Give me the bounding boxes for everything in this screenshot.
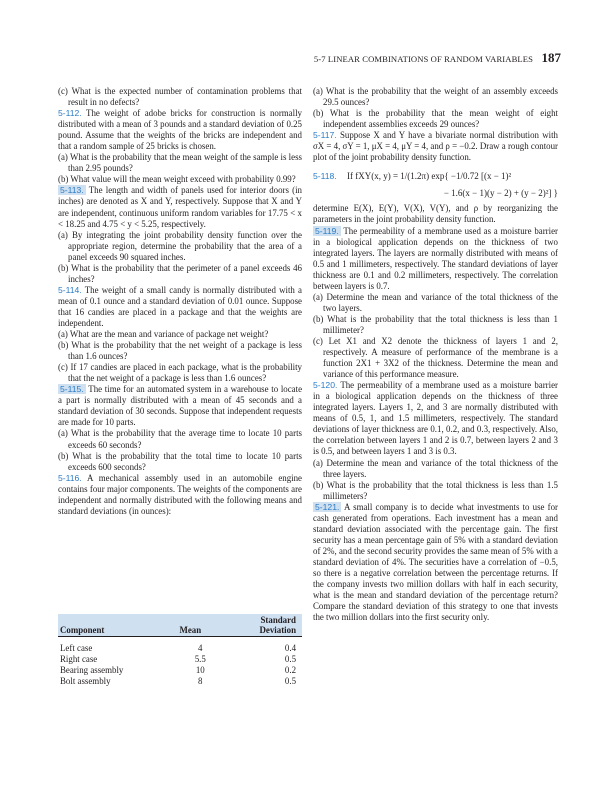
part-c: (c) What is the expected number of contamination problems that result in no defects? <box>58 86 302 108</box>
cell-mean: 10 <box>195 664 205 675</box>
cell-mean: 8 <box>198 675 203 686</box>
formula-line-1: If fXY(x, y) = 1/(1.2π) exp{ −1/0.72 [(x − 1)² <box>346 171 512 182</box>
exercise-part: (a) Determine the mean and variance of the total thickness of the three layers. <box>313 457 558 479</box>
right-column <box>313 86 558 623</box>
col-header-sd <box>223 614 302 637</box>
exercise-part: (b) What is the probability that the total thickness is less than 1.5 millimeters? <box>313 479 558 501</box>
exercise-text: A mechanical assembly used in an automobile engine contains four major components. The weights of the components are independent and normally distributed with the following means and standard deviations (in ounces): <box>58 472 302 516</box>
exercise-5-116 <box>58 473 302 517</box>
cell-mean: 5.5 <box>194 653 206 664</box>
exercise-5-117 <box>313 130 558 163</box>
exercise-number: 5-112. <box>58 108 82 119</box>
section-title: 5-7 LINEAR COMBINATIONS OF RANDOM VARIABLES <box>313 54 533 64</box>
exercise-part: (b) What is the probability that the mean weight of eight independent assemblies exceeds 29 ounces? <box>313 108 558 130</box>
exercise-number: 5-119. <box>315 225 339 236</box>
exercise-text: The weight of a small candy is normally distributed with a mean of 0.1 ounce and a standard deviation of 0.01 ounce. Suppose that 16 candies are placed in a package and that the weights are independent. <box>58 284 302 328</box>
exercise-5-120 <box>313 380 558 457</box>
exercise-text: The time for an automated system in a warehouse to locate a part is normally distributed with a mean of 45 seconds and a standard deviation of 30 seconds. Suppose that independent requests are made for 10 parts. <box>58 384 303 428</box>
exercise-text: The length and width of panels used for interior doors (in inches) are denoted as X and Y, respectively. Suppose that X and Y are independent, continuous uniform random variables for 17.75 < x < 18.25 and 4.75 < y < 5.25, respectively. <box>58 185 302 229</box>
exercise-part: (a) What are the mean and variance of package net weight? <box>58 329 269 340</box>
exercise-5-112 <box>58 108 302 152</box>
formula-line-2: − 1.6(x − 1)(y − 2) + (y − 2)²] } <box>443 188 558 199</box>
exercise-part: (a) What is the probability that the weight of an assembly exceeds 29.5 ounces? <box>313 86 558 108</box>
page-number: 187 <box>541 50 561 65</box>
cell-component: Bearing assembly <box>60 664 124 675</box>
exercise-part: (b) What is the probability that the total time to locate 10 parts exceeds 600 seconds? <box>58 450 302 472</box>
table-row <box>58 665 302 676</box>
col-header-sd-line2: Deviation <box>259 625 296 635</box>
cell-mean: 4 <box>198 642 203 653</box>
exercise-number: 5-116. <box>58 472 82 483</box>
exercise-part: (c) Let X1 and X2 denote the thickness of layers 1 and 2, respectively. A measure of performance of the membrane is a function 2X1 + 3X2 of the thickness. Determine the mean and variance of this performance measure. <box>313 335 558 380</box>
exercise-part: (a) What is the probability that the average time to locate 10 parts exceeds 60 seconds? <box>58 428 302 450</box>
exercise-part: (b) What is the probability that the net weight of a package is less than 1.6 ounces? <box>58 340 302 362</box>
exercise-part: (a) Determine the mean and variance of the total thickness of the two layers. <box>313 291 558 313</box>
col-header-component: Component <box>60 625 105 635</box>
exercise-part: (b) What is the probability that the total thickness is less than 1 millimeter? <box>313 313 558 335</box>
exercise-5-118 <box>313 171 558 182</box>
exercise-5-119 <box>313 226 558 292</box>
exercise-text: determine E(X), E(Y), V(X), V(Y), and ρ by reorganizing the parameters in the joint probability density function. <box>313 203 558 225</box>
cell-component: Right case <box>60 653 98 664</box>
cell-sd: 0.2 <box>284 664 296 675</box>
cell-sd: 0.4 <box>284 642 296 653</box>
exercise-text: The weight of adobe bricks for construction is normally distributed with a mean of 3 pounds and a standard deviation of 0.25 pound. Assume that the weights of the bricks are independent and that a random sample of 25 bricks is chosen. <box>58 108 302 152</box>
table-row <box>58 654 302 665</box>
exercise-5-114 <box>58 285 302 329</box>
col-header-mean: Mean <box>179 625 202 635</box>
exercise-5-121 <box>313 502 558 624</box>
left-column <box>58 86 302 517</box>
table-header-row <box>58 614 302 637</box>
exercise-number: 5-113. <box>60 185 84 196</box>
exercise-number: 5-114. <box>58 284 82 295</box>
exercise-part: (c) If 17 candies are placed in each package, what is the probability that the net weight of a package is less than 1.6 ounces? <box>58 362 302 384</box>
exercise-part: (b) What value will the mean weight exceed with probability 0.99? <box>58 174 296 185</box>
table-row <box>58 643 302 654</box>
running-header <box>0 50 609 70</box>
exercise-5-113 <box>58 185 302 229</box>
exercise-text: A small company is to decide what investments to use for cash generated from operations. Each investment has a mean and standard deviation associated with the percentage gain. The first security has a mean percentage gain of 5% with a standard deviation of 2%, and the second security provides the same mean of 5% with a standard deviation of 4%. The securities have a correlation of −0.5, so there is a negative correlation between the percentage returns. If the company invests two million dollars with half in each security, what is the mean and standard deviation of the percentage return? Compare the standard deviation of this strategy to one that invests the two million dollars into the first security only. <box>313 501 558 623</box>
exercise-number: 5-120. <box>313 380 338 391</box>
exercise-number: 5-118. <box>313 171 337 182</box>
exercise-number: 5-115. <box>60 384 84 395</box>
exercise-number: 5-121. <box>315 501 340 512</box>
component-table <box>58 614 302 687</box>
exercise-part: (a) What is the probability that the mean weight of the sample is less than 2.95 pounds? <box>58 152 302 174</box>
exercise-number: 5-117. <box>313 130 337 141</box>
exercise-text: The permeability of a membrane used as a moisture barrier in a biological application depends on the thickness of two integrated layers. The layers are normally distributed with means of 0.5 and 1 millimeters, respectively. The standard deviations of layer thickness are 0.1 and 0.2 millimeters, respectively. The correlation between layers is 0.7. <box>313 225 558 291</box>
cell-component: Bolt assembly <box>60 675 111 686</box>
cell-sd: 0.5 <box>284 653 296 664</box>
col-header-sd-line1: Standard <box>260 615 296 625</box>
exercise-text: The permeability of a membrane used as a moisture barrier in a biological application depends on the thickness of three integrated layers. Layers 1, 2, and 3 are normally distributed with means of 0.5, 1, and 1.5 millimeters, respectively. The standard deviations of layer thickness are 0.1, 0.2, and 0.3, respectively. Also, the correlation between layers 1 and 2 is 0.7, between layers 2 and 3 is 0.5, and between layers 1 and 3 is 0.3. <box>313 380 558 457</box>
exercise-part: (a) By integrating the joint probability density function over the appropriate region, determine the probability that the area of a panel exceeds 90 squared inches. <box>58 229 302 262</box>
table-row <box>58 676 302 687</box>
cell-component: Left case <box>60 642 93 653</box>
exercise-part: (b) What is the probability that the perimeter of a panel exceeds 46 inches? <box>58 262 302 284</box>
cell-sd: 0.5 <box>284 675 296 686</box>
exercise-5-115 <box>58 384 302 428</box>
exercise-text: Suppose X and Y have a bivariate normal distribution with σX = 4, σY = 1, μX = 4, μY = 4, and ρ = −0.2. Draw a rough contour plot of the joint probability density function. <box>313 130 558 163</box>
